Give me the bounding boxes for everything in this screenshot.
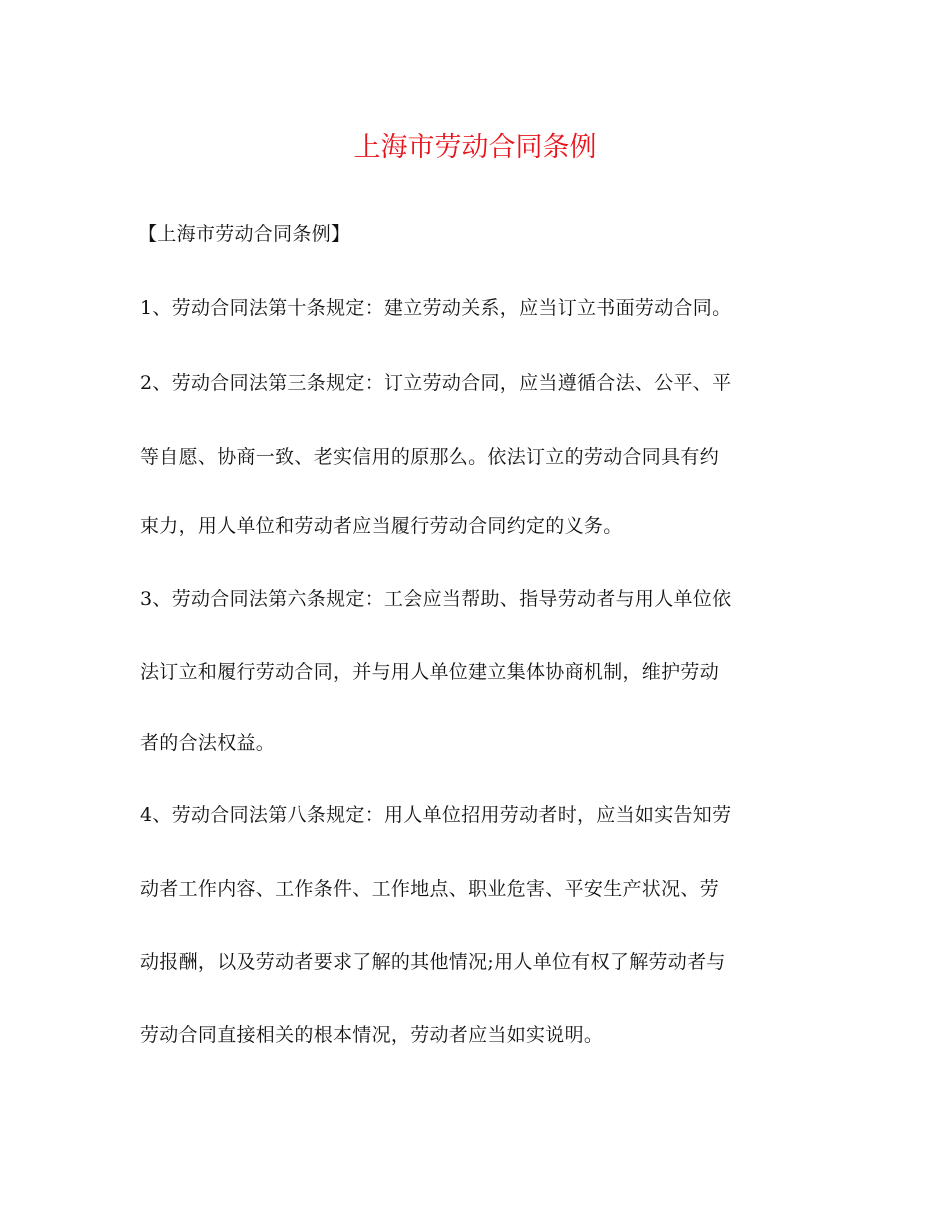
text-line: 动者工作内容、工作条件、工作地点、职业危害、平安生产状况、劳 <box>140 878 720 900</box>
text-line: 劳动合同直接相关的根本情况，劳动者应当如实说明。 <box>140 1024 604 1046</box>
text-line: 1、劳动合同法第十条规定：建立劳动关系，应当订立书面劳动合同。 <box>140 297 732 319</box>
text-line: 3、劳动合同法第六条规定：工会应当帮助、指导劳动者与用人单位依 <box>140 588 732 610</box>
text-line: 束力，用人单位和劳动者应当履行劳动合同约定的义务。 <box>140 515 623 537</box>
text-line: 法订立和履行劳动合同，并与用人单位建立集体协商机制，维护劳动 <box>140 661 720 683</box>
text-line: 动报酬，以及劳动者要求了解的其他情况;用人单位有权了解劳动者与 <box>140 951 726 973</box>
text-line: 者的合法权益。 <box>140 732 276 754</box>
text-line: 2、劳动合同法第三条规定：订立劳动合同，应当遵循合法、公平、平 <box>140 372 732 394</box>
document-title: 上海市劳动合同条例 <box>353 132 597 163</box>
document-heading: 【上海市劳动合同条例】 <box>138 223 351 245</box>
text-line: 等自愿、协商一致、老实信用的原那么。依法订立的劳动合同具有约 <box>140 446 720 468</box>
text-line: 4、劳动合同法第八条规定：用人单位招用劳动者时，应当如实告知劳 <box>140 804 732 826</box>
